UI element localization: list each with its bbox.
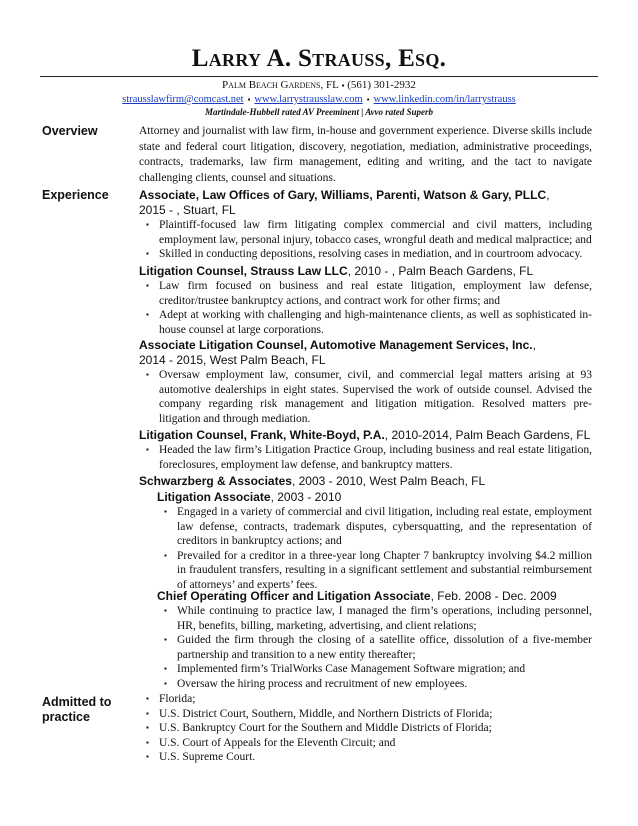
job-title-line [139,474,485,489]
job-dates-location: 2015 - , Stuart, FL [139,203,236,217]
bullet-icon: ▪ [164,678,167,688]
list-item: ▪ While continuing to practice law, I managed the firm’s operations, including personnel, HR, benefits, billing, marketing, advertising, and client relations; [164,605,592,632]
ratings-line: Martindale-Hubbell rated AV Preeminent | Avvo rated Superb [204,107,434,117]
job-details: , 2003 - 2010, West Palm Beach, FL [291,474,486,488]
list-item: ▪ U.S. Supreme Court. [146,751,256,763]
bullet-icon: ▪ [146,737,149,747]
website-link[interactable]: www.larrystrausslaw.com [254,94,363,105]
bullet-icon: ▪ [146,445,149,454]
list-item: ▪ U.S. Court of Appeals for the Eleventh Circuit; and [146,736,396,749]
job-details: , 2010 - , Palm Beach Gardens, FL [347,264,534,278]
subrole-title: Litigation Associate [157,490,271,504]
linkedin-link[interactable]: www.linkedin.com/in/larrystrauss [373,94,516,105]
header-divider [40,76,598,77]
subrole-title-line [157,490,341,505]
contact-line [0,79,638,92]
overview-text: Attorney and journalist with law firm, in-house and government experience. Diverse skills include state and federal court litigation, discovery, negotiation, mediation, administrative proceedings, contracts, trademarks, law firm management, editing and writing, and the tact to navigate challenging clients, counsel and situations. [139,125,592,184]
admitted-list [146,692,592,765]
admitted-heading: Admitted to practice [42,695,112,724]
bullet-icon: ▪ [146,370,149,379]
job-dates-location: 2014 - 2015, West Palm Beach, FL [139,353,326,367]
separator-bullet: ▪ [341,81,345,90]
phone-number: (561) 301-2932 [347,79,416,91]
subrole-details: , 2003 - 2010 [270,490,342,504]
job-details: , [546,188,550,202]
bullet-icon: ▪ [146,249,149,258]
bullet-icon: ▪ [164,635,167,644]
separator-bullet: ▪ [247,95,251,104]
bullet-icon: ▪ [164,550,167,560]
list-item: ▪ Plaintiff-focused law firm litigating complex commercial and civil matters, including employment law, personal injury, tobacco cases, wrongful death and medical malpractice; and [146,219,592,246]
bullet-icon: ▪ [164,664,167,673]
bullet-icon: ▪ [146,220,149,229]
job-title: Schwarzberg & Associates [139,474,292,488]
job-details: , [532,338,536,352]
subrole-bullets [164,604,592,691]
list-item: ▪ Oversaw employment law, consumer, civil, and commercial legal matters arising at 93 automotive dealerships in eight states. Supervised the work of outside counsel. Advised the company regarding risk management and litigation mitigation. Resolved matters pre-litigation and through mediation. [146,369,592,425]
job-bullets [146,279,592,337]
job-details: , 2010-2014, Palm Beach Gardens, FL [384,428,591,442]
list-item: ▪ Florida; [146,693,196,705]
subrole-title-line [157,589,557,604]
job-title: Litigation Counsel, Frank, White-Boyd, P.A. [139,428,385,442]
job-title: Associate Litigation Counsel, Automotive Management Services, Inc. [139,338,533,352]
subrole-title: Chief Operating Officer and Litigation Associate [157,589,431,603]
list-item: ▪ U.S. Bankruptcy Court for the Southern and Middle Districts of Florida; [146,722,492,734]
list-item: ▪ Oversaw the hiring process and recruitment of new employees. [164,677,468,690]
bullet-icon: ▪ [146,723,149,732]
job-bullets [146,218,592,262]
separator-bullet: ▪ [366,95,370,104]
email-link[interactable]: strausslawfirm@comcast.net [122,94,244,105]
job-title-line [139,338,536,353]
job-title-line [139,428,590,443]
links-line [0,93,638,106]
job-title: Litigation Counsel, Strauss Law LLC [139,264,348,278]
overview-heading: Overview [42,124,98,138]
job-title: Associate, Law Offices of Gary, Williams, Parenti, Watson & Gary, PLLC [139,188,547,202]
subrole-details: , Feb. 2008 - Dec. 2009 [430,589,557,603]
experience-heading: Experience [42,188,109,202]
bullet-icon: ▪ [164,606,167,615]
location: Palm Beach Gardens, FL [222,79,339,91]
candidate-name: Larry A. Strauss, Esq. [191,45,447,72]
list-item: ▪ U.S. District Court, Southern, Middle, and Northern Districts of Florida; [146,707,493,720]
list-item: ▪ Law firm focused on business and real estate litigation, employment law defense, creditor/trustee bankruptcy actions, and contract work for other firms; and [146,280,592,307]
subrole-bullets [164,505,592,592]
list-item: ▪ Implemented firm’s TrialWorks Case Management Software migration; and [164,663,526,675]
job-bullets [146,368,592,426]
bullet-icon: ▪ [146,708,149,718]
job-title-line [139,264,533,279]
bullet-icon: ▪ [146,752,149,761]
job-bullets [146,443,592,472]
list-item: ▪ Adept at working with challenging and high-maintenance clients, as well as sophisticated in-house counsel at large corporations. [146,309,592,336]
job-title-line [139,188,549,203]
bullet-icon: ▪ [146,281,149,290]
bullet-icon: ▪ [164,507,167,516]
list-item: ▪ Engaged in a variety of commercial and civil litigation, including real estate, employment law defense, contracts, trademark disputes, cybersquatting, and the representation of creditors in bankruptcy actions; and [164,506,592,547]
list-item: ▪ Prevailed for a creditor in a three-year long Chapter 7 bankruptcy involving $4.2 million in fraudulent transfers, resulting in a significant settlement and substantial reimbursement of attorneys’ and experts’ fees. [164,549,592,591]
list-item: ▪ Headed the law firm’s Litigation Practice Group, including business and real estate litigation, foreclosures, employment law defense, and bankruptcy matters. [146,444,592,471]
bullet-icon: ▪ [146,694,149,703]
list-item: ▪ Skilled in conducting depositions, resolving cases in mediation, and in courtroom advocacy. [146,248,583,260]
bullet-icon: ▪ [146,310,149,319]
list-item: ▪ Guided the firm through the closing of a satellite office, dissolution of a five-member partnership and transition to a new entity thereafter; [164,634,592,661]
